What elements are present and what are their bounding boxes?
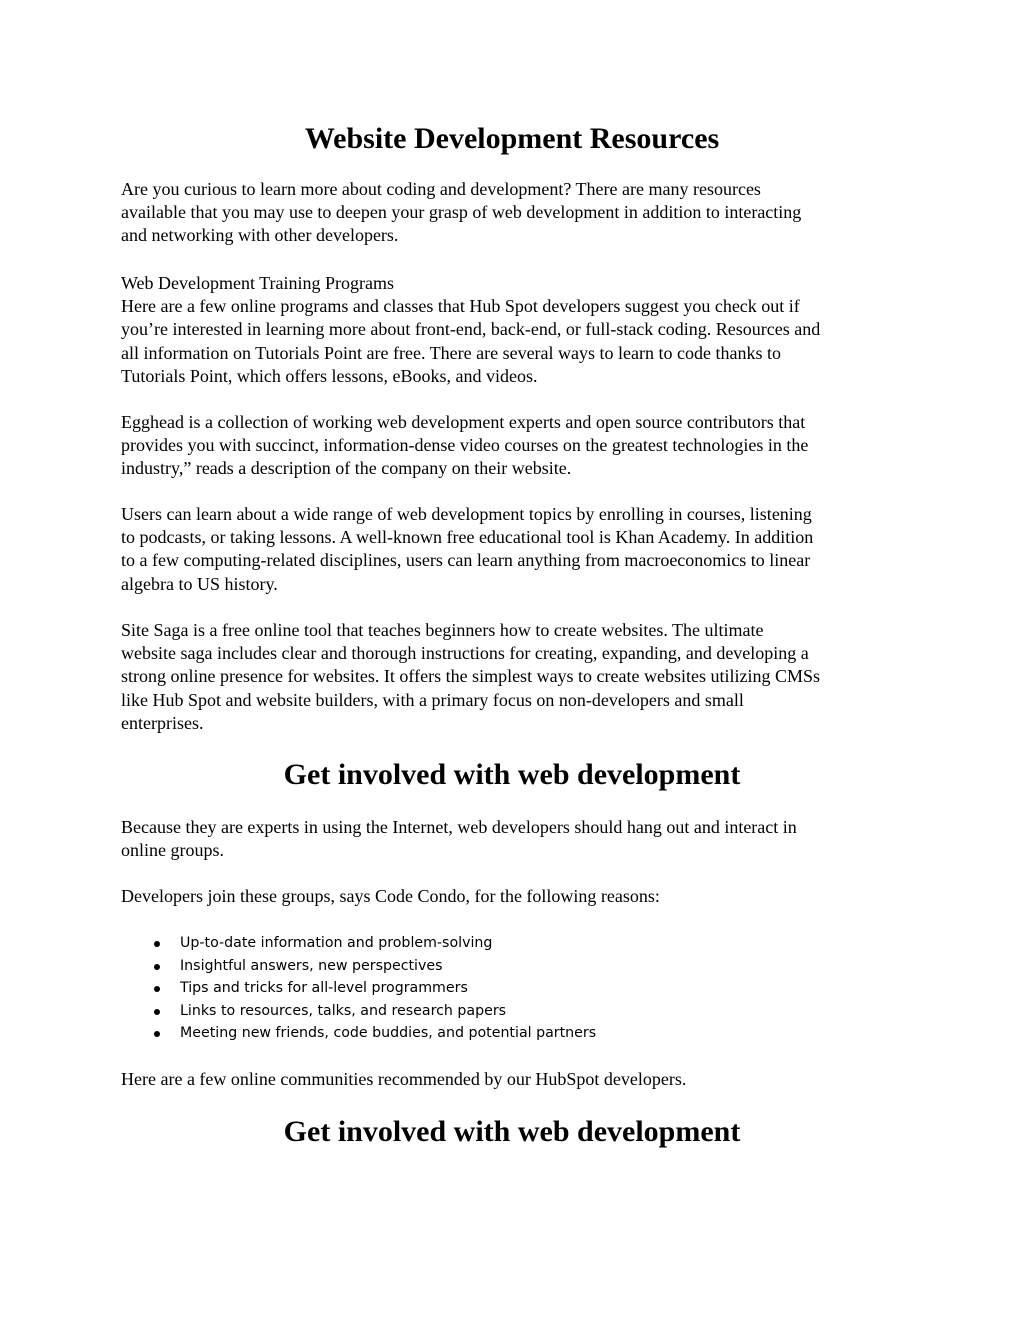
section-heading-get-involved: Get involved with web development <box>283 758 741 791</box>
list-item-text: Up-to-date information and problem-solving <box>180 935 493 951</box>
bullet-icon <box>154 941 160 947</box>
egghead-line: provides you with succinct, information-dense video courses on the greatest technologies in the <box>121 435 809 456</box>
reasons-intro-paragraph <box>121 885 921 908</box>
reasons-intro-line: Developers join these groups, says Code Condo, for the following reasons: <box>121 886 660 906</box>
groups-line: Because they are experts in using the Internet, web developers should hang out and interact in <box>121 817 797 837</box>
list-item-text: Tips and tricks for all-level programmers <box>180 980 468 996</box>
khan-line: to a few computing-related disciplines, users can learn anything from macroeconomics to linear <box>121 550 811 571</box>
groups-paragraph <box>121 816 921 862</box>
training-line: Tutorials Point, which offers lessons, eBooks, and videos. <box>121 365 538 386</box>
khan-line: algebra to US history. <box>121 573 278 594</box>
intro-paragraph <box>121 178 921 248</box>
khan-line: to podcasts, or taking lessons. A well-known free educational tool is Khan Academy. In addition <box>121 527 814 548</box>
list-item <box>121 1022 921 1045</box>
reasons-list <box>121 932 921 1045</box>
training-line: you’re interested in learning more about front-end, back-end, or full-stack coding. Resources and <box>121 319 821 340</box>
training-programs-paragraph <box>121 272 921 388</box>
sitesaga-line: like Hub Spot and website builders, with a primary focus on non-developers and small <box>121 689 744 710</box>
intro-line: and networking with other developers. <box>121 225 399 246</box>
training-subheading: Web Development Training Programs <box>121 273 395 293</box>
communities-line: Here are a few online communities recommended by our HubSpot developers. <box>121 1069 687 1089</box>
training-line: all information on Tutorials Point are free. There are several ways to learn to code thanks to <box>121 342 781 363</box>
communities-paragraph <box>121 1068 921 1091</box>
groups-line: online groups. <box>121 840 224 861</box>
sitesaga-line: enterprises. <box>121 712 204 733</box>
list-item <box>121 977 921 1000</box>
list-item-text: Insightful answers, new perspectives <box>180 957 443 974</box>
sitesaga-line: website saga includes clear and thorough instructions for creating, expanding, and developing a <box>121 643 809 664</box>
list-item <box>121 1000 921 1023</box>
bullet-icon <box>154 1009 160 1015</box>
site-saga-paragraph <box>121 619 921 735</box>
list-item <box>121 955 921 978</box>
bullet-icon <box>154 986 160 992</box>
intro-line: available that you may use to deepen your grasp of web development in addition to interacting <box>121 202 802 223</box>
document-title: Website Development Resources <box>304 122 720 155</box>
list-item-text: Meeting new friends, code buddies, and potential partners <box>180 1025 597 1041</box>
training-line: Here are a few online programs and classes that Hub Spot developers suggest you check out if <box>121 296 800 317</box>
khan-line: Users can learn about a wide range of web development topics by enrolling in courses, listening <box>121 504 812 524</box>
section-heading-get-involved-repeat: Get involved with web development <box>283 1115 741 1148</box>
sitesaga-line: Site Saga is a free online tool that teaches beginners how to create websites. The ultimate <box>121 620 764 640</box>
list-item-text: Links to resources, talks, and research papers <box>180 1002 507 1019</box>
intro-line: Are you curious to learn more about coding and development? There are many resources <box>121 179 761 199</box>
egghead-line: industry,” reads a description of the company on their website. <box>121 458 572 479</box>
sitesaga-line: strong online presence for websites. It offers the simplest ways to create websites utilizing CMSs <box>121 666 821 687</box>
egghead-line: Egghead is a collection of working web development experts and open source contributors that <box>121 412 806 432</box>
bullet-icon <box>154 1031 160 1037</box>
khan-academy-paragraph <box>121 503 921 596</box>
bullet-icon <box>154 964 160 970</box>
list-item <box>121 932 921 955</box>
egghead-paragraph <box>121 411 921 481</box>
